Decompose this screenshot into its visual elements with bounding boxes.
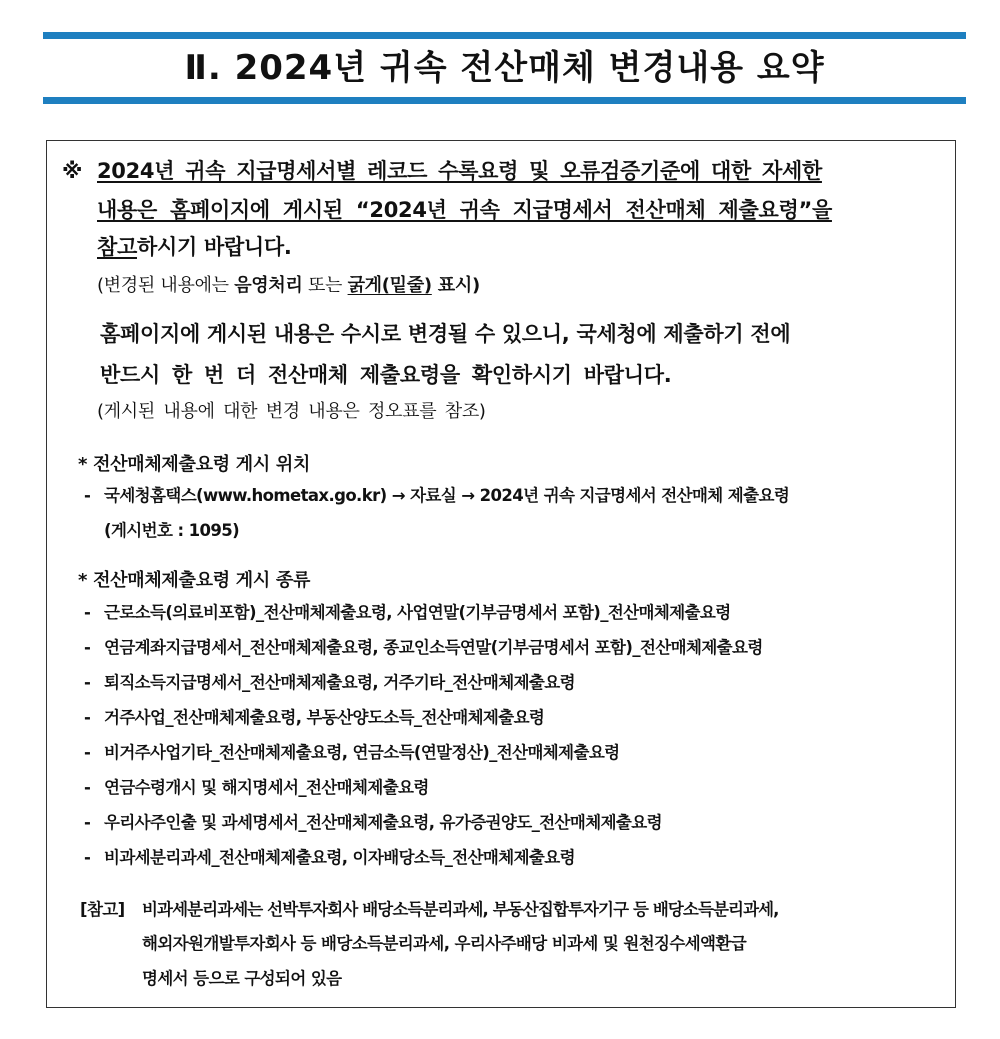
location-heading: * 전산매체제출요령 게시 위치: [78, 454, 311, 475]
notice-line-4-end: 표시): [431, 275, 480, 296]
notice-line-2: 내용은 홈페이지에 게시된 “2024년 귀속 지급명세서 전산매체 제출요령”을: [97, 198, 832, 222]
location-item-cont: (게시번호 : 1095): [104, 521, 240, 540]
bullet-dash: -: [84, 673, 91, 692]
notice-line-4-open: (변경된 내용에는: [97, 275, 235, 296]
list-item: [84, 705, 544, 731]
list-item-text: 비과세분리과세_전산매체제출요령, 이자배당소득_전산매체제출요령: [104, 848, 575, 867]
list-item-text: 연금계좌지급명세서_전산매체제출요령, 종교인소득연말(기부금명세서 포함)_전산매체제출요령: [104, 638, 763, 657]
reference-line-2: 해외자원개발투자회사 등 배당소득분리과세, 우리사주배당 비과세 및 원천징수세액환급: [142, 934, 747, 953]
notice-line-4-underlined: 굵게(밑줄): [347, 275, 432, 296]
notice-line-4-shaded: 음영처리: [234, 275, 303, 296]
bullet-dash: -: [84, 486, 91, 505]
location-item-text: 국세청홈택스(www.hometax.go.kr) → 자료실 → 2024년 귀속 지급명세서 전산매체 제출요령: [104, 486, 790, 505]
bullet-dash: -: [84, 813, 91, 832]
list-item-text: 연금수령개시 및 해지명세서_전산매체제출요령: [104, 778, 429, 797]
reference-line-3: 명세서 등으로 구성되어 있음: [142, 969, 342, 988]
list-item-text: 거주사업_전산매체제출요령, 부동산양도소득_전산매체제출요령: [104, 708, 545, 727]
notice-para2-line-2: 반드시 한 번 더 전산매체 제출요령을 확인하시기 바랍니다.: [100, 363, 672, 387]
notice-line-3: [97, 232, 292, 262]
list-item-text: 근로소득(의료비포함)_전산매체제출요령, 사업연말(기부금명세서 포함)_전산매체제출요령: [104, 603, 731, 622]
bottom-rule: [43, 97, 966, 104]
top-rule: [43, 32, 966, 39]
bullet-dash: -: [84, 603, 91, 622]
location-item: [84, 483, 789, 509]
list-item: [84, 810, 662, 836]
notice-line-4-mid: 또는: [302, 275, 348, 296]
list-item: [84, 740, 620, 766]
notice-line-4: [97, 272, 480, 300]
list-item: [84, 845, 575, 871]
section-header: [43, 32, 966, 104]
list-item-text: 퇴직소득지급명세서_전산매체제출요령, 거주기타_전산매체제출요령: [104, 673, 575, 692]
notice-line-3-underlined: 참고: [97, 235, 137, 259]
bullet-dash: -: [84, 708, 91, 727]
list-item: [84, 635, 763, 661]
list-item-text: 우리사주인출 및 과세명세서_전산매체제출요령, 유가증권양도_전산매체제출요령: [104, 813, 662, 832]
notice-para2-line-1: 홈페이지에 게시된 내용은 수시로 변경될 수 있으니, 국세청에 제출하기 전에: [100, 322, 791, 346]
reference-line-1: 비과세분리과세는 선박투자회사 배당소득분리과세, 부동산집합투자기구 등 배당소득분리과세,: [142, 900, 779, 919]
notice-line-1: 2024년 귀속 지급명세서별 레코드 수록요령 및 오류검증기준에 대한 자세한: [97, 159, 822, 183]
reference-label: [참고]: [80, 900, 125, 919]
bullet-dash: -: [84, 743, 91, 762]
notice-mark: ※: [62, 159, 83, 183]
list-item-text: 비거주사업기타_전산매체제출요령, 연금소득(연말정산)_전산매체제출요령: [104, 743, 620, 762]
notice-line-3-rest: 하시기 바랍니다.: [136, 235, 292, 259]
list-item: [84, 775, 429, 801]
bullet-dash: -: [84, 778, 91, 797]
types-heading: * 전산매체제출요령 게시 종류: [78, 570, 311, 591]
bullet-dash: -: [84, 638, 91, 657]
list-item: [84, 670, 575, 696]
notice-para2-line-3: (게시된 내용에 대한 변경 내용은 정오표를 참조): [97, 401, 486, 422]
list-item: [84, 600, 731, 626]
page-title: Ⅱ. 2024년 귀속 전산매체 변경내용 요약: [184, 48, 825, 88]
bullet-dash: -: [84, 848, 91, 867]
